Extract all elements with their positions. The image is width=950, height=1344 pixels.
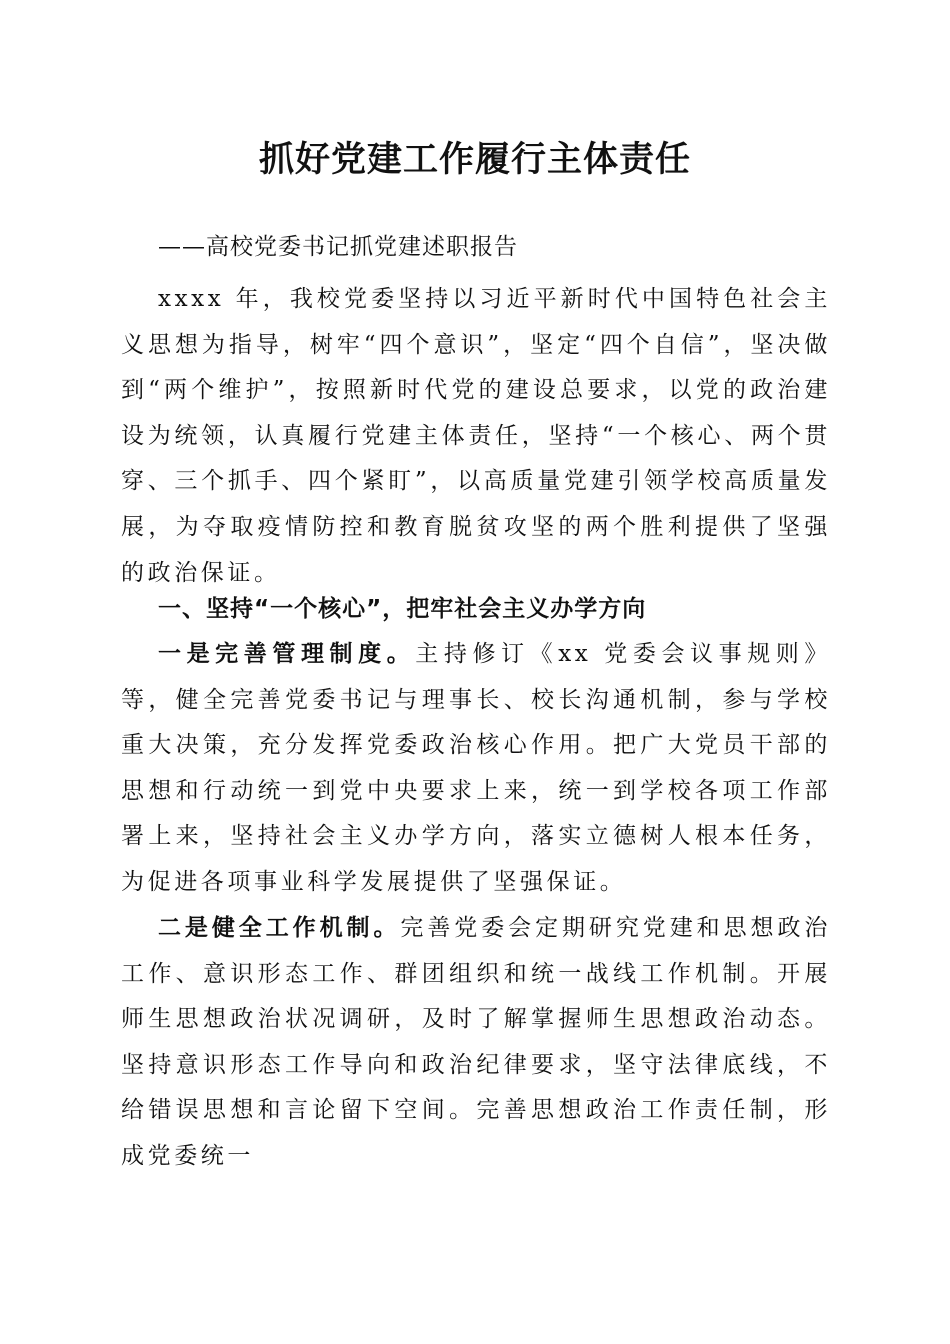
document-title: 抓好党建工作履行主体责任 (258, 140, 691, 180)
item-1-text: 主持修订《xx 党委会议事规则》等，健全完善党委书记与理事长、校长沟通机制，参与学校重大决策，充分发挥党委政治核心作用。把广大党员干部的思想和行动统一到党中央要求上来，统一到学校各项工作部署上来，坚持社会主义办学方向，落实立德树人根本任务，为促进各项事业科学发展提供了坚强保证。 (121, 641, 831, 895)
item-1-lead: 一是完善管理制度。 (158, 641, 416, 667)
paragraph-item-2 (121, 906, 831, 1180)
document-subtitle: ——高校党委书记抓党建述职报告 (158, 234, 518, 260)
intro-paragraph: xxxx 年，我校党委坚持以习近平新时代中国特色社会主义思想为指导，树牢“四个意识”，坚定“四个自信”，坚决做到“两个维护”，按照新时代党的建设总要求，以党的政治建设为统领，认真履行党建主体责任，坚持“一个核心、两个贯穿、三个抓手、四个紧盯”，以高质量党建引领学校高质量发展，为夺取疫情防控和教育脱贫攻坚的两个胜利提供了坚强的政治保证。 (121, 286, 831, 586)
section-heading-1: 一、坚持“一个核心”，把牢社会主义办学方向 (158, 596, 647, 622)
paragraph-item-1 (121, 632, 831, 906)
item-2-text: 完善党委会定期研究党建和思想政治工作、意识形态工作、群团组织和统一战线工作机制。开展师生思想政治状况调研，及时了解掌握师生思想政治动态。坚持意识形态工作导向和政治纪律要求，坚守法律底线，不给错误思想和言论留下空间。完善思想政治工作责任制，形成党委统一 (121, 915, 831, 1169)
item-2-lead: 二是健全工作机制。 (158, 915, 401, 941)
